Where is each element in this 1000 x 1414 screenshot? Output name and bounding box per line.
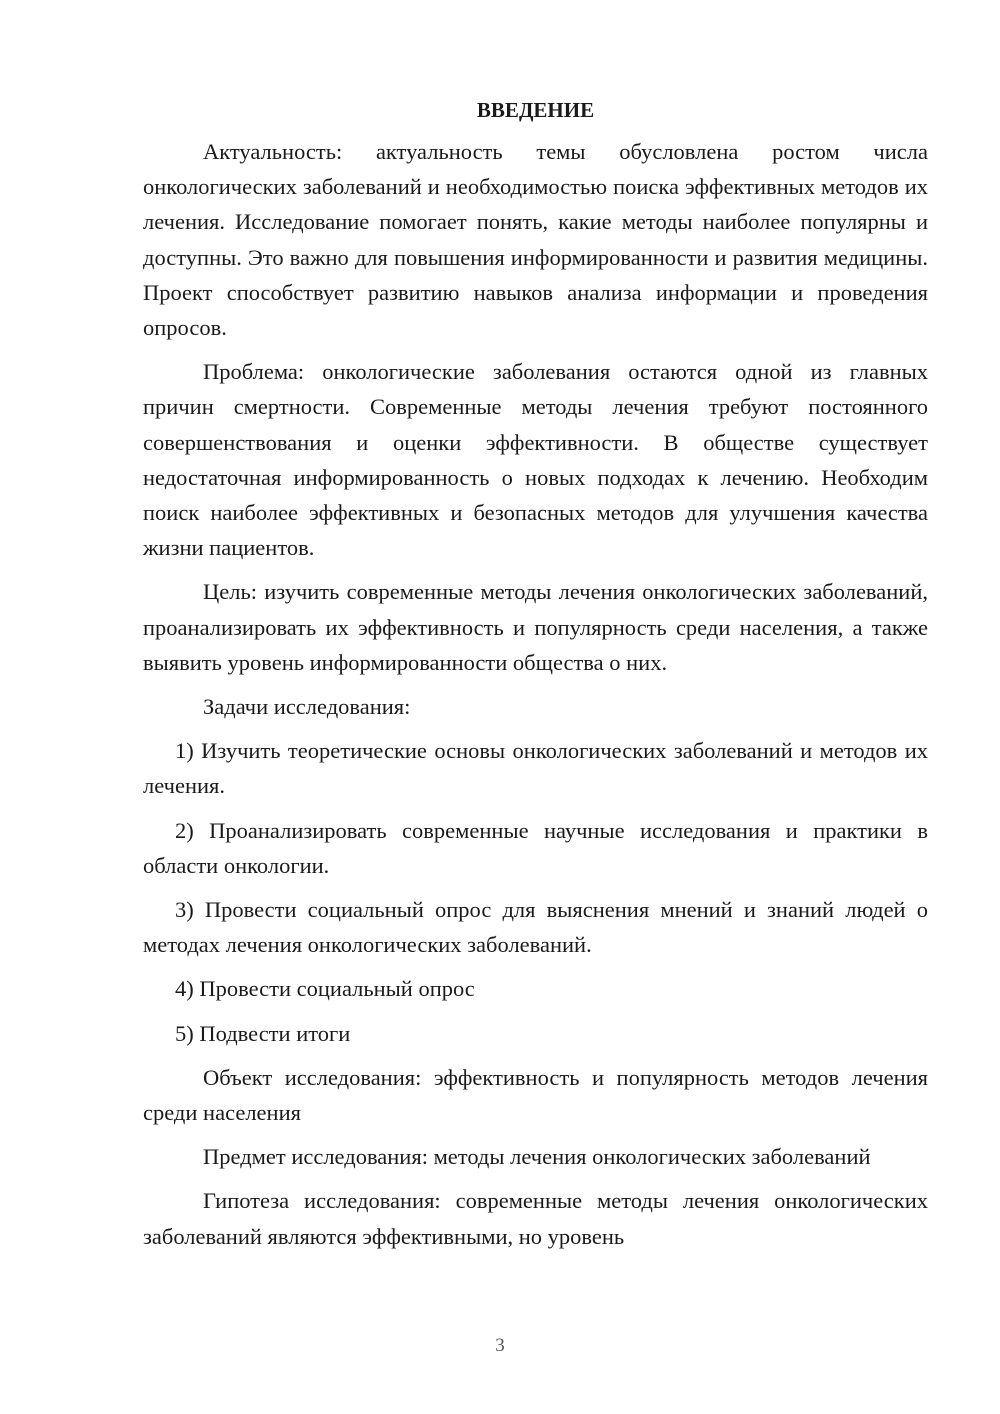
task-item: 5) Подвести итоги: [175, 1020, 351, 1046]
problem-paragraph: Проблема: онкологические заболевания остаются одной из главных причин смертности. Современные методы лечения требуют постоянного совершенствования и оценки эффективности. В обществе существует недостаточная информированность о новых подходах к лечению. Необходим поиск наиболее эффективных и безопасных методов для улучшения качества жизни пациентов.: [143, 359, 928, 561]
page-number: 3: [495, 1335, 505, 1356]
task-item: 4) Провести социальный опрос: [175, 976, 475, 1002]
object-paragraph: Объект исследования: эффективность и популярность методов лечения среди населения: [143, 1064, 928, 1126]
hypothesis-paragraph: Гипотеза исследования: современные методы лечения онкологических заболеваний являются эффективными, но уровень: [143, 1188, 928, 1249]
subject-paragraph: Предмет исследования: методы лечения онкологических заболеваний: [203, 1144, 871, 1170]
relevance-paragraph: Актуальность: актуальность темы обусловлена ростом числа онкологических заболеваний и необходимостью поиска эффективных методов их лечения. Исследование помогает понять, какие методы наиболее популярны и доступны. Это важно для повышения информированности и развития медицины. Проект способствует развитию навыков анализа информации и проведения опросов.: [143, 139, 928, 341]
task-item: 2) Проанализировать современные научные исследования и практики в области онкологии.: [143, 817, 928, 878]
goal-paragraph: Цель: изучить современные методы лечения онкологических заболеваний, проанализировать их эффективность и популярность среди населения, а также выявить уровень информированности общества о них.: [143, 579, 928, 675]
task-item: 1) Изучить теоретические основы онкологических заболеваний и методов их лечения.: [143, 738, 928, 799]
section-heading: ВВЕДЕНИЕ: [476, 98, 595, 122]
tasks-title: Задачи исследования:: [203, 694, 411, 720]
task-item: 3) Провести социальный опрос для выяснения мнений и знаний людей о методах лечения онкологических заболеваний.: [143, 897, 928, 958]
page-content: [143, 92, 928, 1254]
